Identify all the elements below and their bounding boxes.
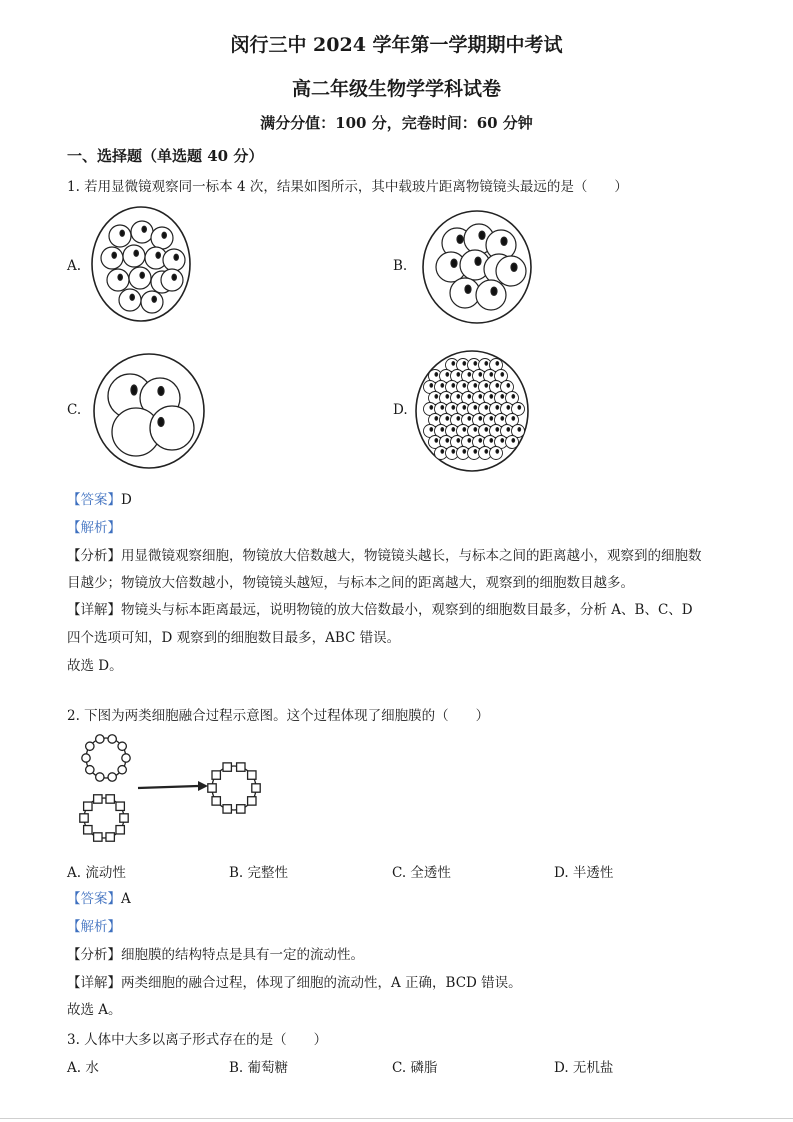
- membrane-protein-square: [248, 797, 256, 805]
- cell-nucleus: [485, 427, 488, 431]
- q2-stem: 2. 下图为两类细胞融合过程示意图。这个过程体现了细胞膜的（ ）: [67, 708, 490, 724]
- page-bottom-rule: [0, 1118, 793, 1119]
- membrane-protein-square: [237, 805, 245, 813]
- cell-nucleus: [441, 405, 444, 409]
- q1-jiexi-tag: 【解析】: [67, 520, 121, 536]
- cell-nucleus: [435, 372, 438, 376]
- cell-nucleus: [457, 438, 460, 442]
- cell-nucleus: [479, 438, 482, 442]
- cell: [131, 221, 153, 243]
- cell: [123, 245, 145, 267]
- cell-nucleus: [490, 416, 493, 420]
- membrane-protein-square: [94, 833, 102, 841]
- membrane-protein-circle: [118, 742, 126, 750]
- membrane-protein-square: [84, 826, 92, 834]
- cell-nucleus: [435, 438, 438, 442]
- cell-nucleus: [463, 427, 466, 431]
- q1-stem: 1. 若用显微镜观察同一标本 4 次，结果如图所示，其中载玻片距离物镜镜头最远的是（ ）: [67, 179, 628, 195]
- cell: [476, 280, 506, 310]
- membrane-protein-circle: [108, 735, 116, 743]
- cell-nucleus: [463, 361, 466, 365]
- cell-nucleus: [452, 427, 455, 431]
- cell-nucleus: [474, 361, 477, 365]
- cell-nucleus: [452, 383, 455, 387]
- cell-nucleus: [174, 254, 178, 260]
- cell-nucleus: [457, 235, 463, 243]
- exam-subtitle: 高二年级生物学学科试卷: [291, 78, 501, 100]
- cell-nucleus: [479, 372, 482, 376]
- cell: [109, 225, 131, 247]
- cell: [107, 269, 129, 291]
- membrane-protein-square: [223, 763, 231, 771]
- q1-option-d-figure: [414, 349, 530, 473]
- q2-fenxi-line: [67, 943, 364, 963]
- membrane-protein-circle: [96, 773, 104, 781]
- q1-option-a-figure: [90, 206, 192, 324]
- exam-score-time: 满分分值：100 分，完卷时间：60 分钟: [260, 114, 533, 132]
- cell-nucleus: [112, 252, 116, 258]
- cell-nucleus: [474, 405, 477, 409]
- section-heading: 一、选择题（单选题 40 分）: [67, 147, 264, 165]
- cell-nucleus: [490, 438, 493, 442]
- q1-option-d-label: D.: [393, 402, 408, 418]
- cell-nucleus: [134, 250, 138, 256]
- cell-nucleus: [485, 361, 488, 365]
- cell-nucleus: [172, 274, 176, 280]
- cell-nucleus: [451, 259, 457, 267]
- membrane-protein-square: [116, 826, 124, 834]
- cell-nucleus: [435, 416, 438, 420]
- q2-answer-tag: 【答案】: [67, 891, 121, 907]
- cell-nucleus: [452, 449, 455, 453]
- q2-fenxi-tag: 【分析】: [67, 947, 121, 963]
- q1-option-c-figure: [92, 352, 206, 470]
- membrane-protein-square: [208, 784, 216, 792]
- cell-nucleus: [446, 372, 449, 376]
- cell-nucleus: [441, 449, 444, 453]
- cell-nucleus: [501, 438, 504, 442]
- q1-fenxi-tag: 【分析】: [67, 548, 121, 564]
- q3-option-d: D. 无机盐: [554, 1060, 614, 1076]
- cell: [129, 267, 151, 289]
- cell: [119, 289, 141, 311]
- membrane-protein-square: [212, 797, 220, 805]
- cell-nucleus: [485, 449, 488, 453]
- q2-option-b: B. 完整性: [229, 865, 289, 881]
- cell-nucleus: [485, 383, 488, 387]
- cell-nucleus: [430, 427, 433, 431]
- membrane-protein-square: [84, 802, 92, 810]
- cell-nucleus: [479, 416, 482, 420]
- cell-nucleus: [152, 296, 156, 302]
- q2-conclusion: 故选 A。: [67, 1002, 122, 1018]
- cell-nucleus: [491, 287, 497, 295]
- q1-conclusion: 故选 D。: [67, 658, 123, 674]
- cell-nucleus: [501, 237, 507, 245]
- q2-xiangjie-tag: 【详解】: [67, 975, 121, 991]
- q1-option-a-label: A.: [67, 258, 82, 274]
- cell-nucleus: [512, 416, 515, 420]
- q1-option-b-figure: [421, 209, 533, 325]
- q1-xiangjie-text1: 物镜头与标本距离最远，说明物镜的放大倍数最小，观察到的细胞数目最多，分析 A、B、C、D: [121, 602, 693, 618]
- cell-nucleus: [142, 226, 146, 232]
- cell-nucleus: [441, 427, 444, 431]
- q1-xiangjie-line1: [67, 598, 693, 618]
- membrane-protein-circle: [108, 773, 116, 781]
- cell-nucleus: [474, 427, 477, 431]
- cell-nucleus: [479, 231, 485, 239]
- cell-nucleus: [468, 394, 471, 398]
- cell-nucleus: [474, 383, 477, 387]
- cell-nucleus: [485, 405, 488, 409]
- cell: [141, 291, 163, 313]
- membrane-protein-circle: [118, 766, 126, 774]
- membrane-protein-circle: [82, 754, 90, 762]
- q2-answer: A: [121, 891, 131, 907]
- exam-title: 闵行三中 2024 学年第一学期期中考试: [230, 34, 563, 56]
- q2-option-c: C. 全透性: [392, 865, 451, 881]
- cell-nucleus: [518, 427, 521, 431]
- q1-option-c-label: C.: [67, 402, 82, 418]
- cell-nucleus: [430, 383, 433, 387]
- cell-nucleus: [156, 252, 160, 258]
- cell-nucleus: [446, 438, 449, 442]
- cell-nucleus: [465, 285, 471, 293]
- membrane-protein-square: [223, 805, 231, 813]
- cell-nucleus: [446, 394, 449, 398]
- q2-xiangjie-line: [67, 971, 522, 991]
- q1-fenxi-line2: 目越少；物镜放大倍数越小，物镜镜头越短，与标本之间的距离越大，观察到的细胞数目越多。: [67, 575, 634, 591]
- cell-nucleus: [162, 232, 166, 238]
- cell-nucleus: [475, 257, 481, 265]
- cell-nucleus: [474, 449, 477, 453]
- membrane-protein-square: [237, 763, 245, 771]
- cell-nucleus: [120, 230, 124, 236]
- cell: [496, 256, 526, 286]
- cell: [101, 247, 123, 269]
- membrane-protein-square: [120, 814, 128, 822]
- cell-nucleus: [435, 394, 438, 398]
- membrane-protein-square: [252, 784, 260, 792]
- q1-fenxi-line1: [67, 544, 702, 564]
- cell-nucleus: [496, 427, 499, 431]
- cell-nucleus: [511, 263, 517, 271]
- cell-nucleus: [463, 449, 466, 453]
- q1-xiangjie-tag: 【详解】: [67, 602, 121, 618]
- cell-nucleus: [130, 294, 134, 300]
- q2-option-a: A. 流动性: [67, 865, 126, 881]
- cell-nucleus: [441, 383, 444, 387]
- membrane-protein-square: [116, 802, 124, 810]
- cell-nucleus: [463, 383, 466, 387]
- membrane-protein-square: [94, 795, 102, 803]
- cell-nucleus: [468, 438, 471, 442]
- cell-nucleus: [512, 438, 515, 442]
- q2-jiexi-tag: 【解析】: [67, 919, 121, 935]
- cell-nucleus: [468, 416, 471, 420]
- q2-option-d: D. 半透性: [554, 865, 614, 881]
- q1-answer-line: [67, 488, 132, 508]
- cell-nucleus: [457, 372, 460, 376]
- cell-nucleus: [490, 394, 493, 398]
- cell-nucleus: [140, 272, 144, 278]
- q2-xiangjie-text: 两类细胞的融合过程，体现了细胞的流动性，A 正确，BCD 错误。: [121, 975, 522, 991]
- cell: [151, 227, 173, 249]
- q1-fenxi-text1: 用显微镜观察细胞，物镜放大倍数越大，物镜镜头越长，与标本之间的距离越小，观察到的细胞数: [121, 548, 702, 564]
- cell-nucleus: [463, 405, 466, 409]
- cell-nucleus: [496, 383, 499, 387]
- cell-nucleus: [452, 361, 455, 365]
- membrane-protein-square: [106, 833, 114, 841]
- cell-nucleus: [430, 405, 433, 409]
- membrane-protein-square: [80, 814, 88, 822]
- q1-xiangjie-line2: 四个选项可知，D 观察到的细胞数目最多，ABC 错误。: [67, 630, 401, 646]
- cell-nucleus: [507, 405, 510, 409]
- cell-nucleus: [457, 416, 460, 420]
- membrane-protein-circle: [122, 754, 130, 762]
- cell-nucleus: [457, 394, 460, 398]
- cell-nucleus: [496, 449, 499, 453]
- q2-cell-fusion-figure: [74, 730, 270, 850]
- cell-nucleus: [496, 405, 499, 409]
- cell-nucleus: [507, 427, 510, 431]
- cell: [161, 269, 183, 291]
- cell: [163, 249, 185, 271]
- membrane-protein-circle: [96, 735, 104, 743]
- membrane-protein-circle: [86, 766, 94, 774]
- cell-nucleus: [479, 394, 482, 398]
- cell-nucleus: [518, 405, 521, 409]
- membrane-protein-square: [106, 795, 114, 803]
- cell-nucleus: [490, 372, 493, 376]
- cell: [450, 278, 480, 308]
- q3-stem: 3. 人体中大多以离子形式存在的是（ ）: [67, 1032, 328, 1048]
- q2-fenxi-text: 细胞膜的结构特点是具有一定的流动性。: [121, 947, 364, 963]
- q3-option-c: C. 磷脂: [392, 1060, 438, 1076]
- cell-nucleus: [496, 361, 499, 365]
- q3-option-b: B. 葡萄糖: [229, 1060, 289, 1076]
- q2-answer-line: [67, 887, 131, 907]
- cell-nucleus: [452, 405, 455, 409]
- q1-option-b-label: B.: [393, 258, 408, 274]
- cell-nucleus: [512, 394, 515, 398]
- membrane-protein-circle: [86, 742, 94, 750]
- cell-nucleus: [468, 372, 471, 376]
- q3-option-a: A. 水: [67, 1060, 99, 1076]
- cell-nucleus: [507, 383, 510, 387]
- cell-nucleus: [501, 394, 504, 398]
- q1-answer-tag: 【答案】: [67, 492, 121, 508]
- cell-nucleus: [501, 372, 504, 376]
- membrane-protein-square: [212, 771, 220, 779]
- cell-nucleus: [118, 274, 122, 280]
- cell-nucleus: [501, 416, 504, 420]
- cell-nucleus: [446, 416, 449, 420]
- membrane-protein-square: [248, 771, 256, 779]
- q1-answer: D: [121, 492, 132, 508]
